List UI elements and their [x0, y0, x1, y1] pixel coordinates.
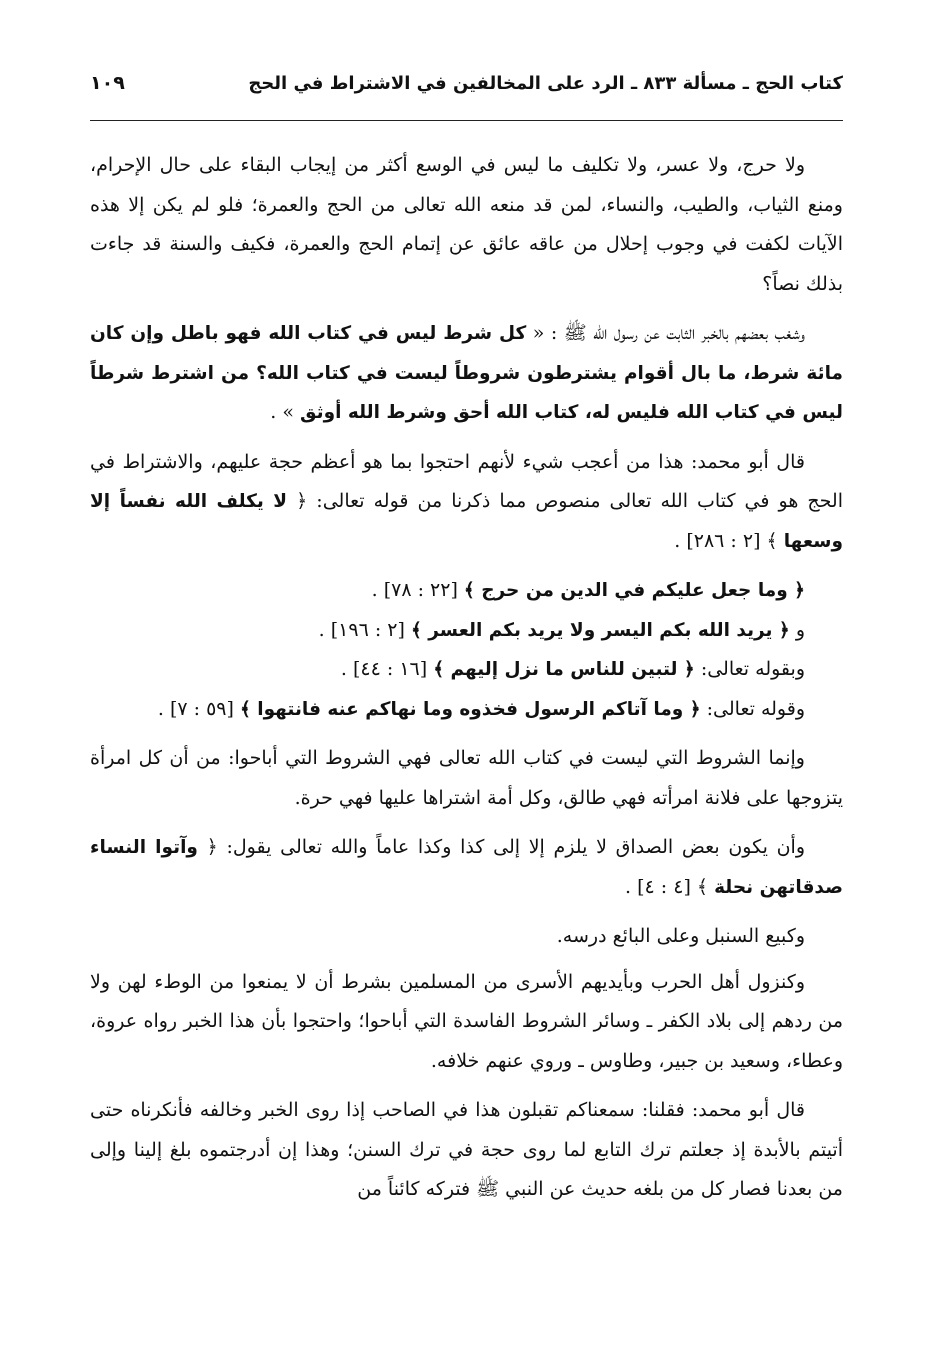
- verse-line-2: [90, 611, 843, 651]
- verse-text: ﴿ لتبين للناس ما نزل إليهم ﴾: [433, 659, 695, 680]
- verse-ref: [٥٩ : ٧] .: [157, 697, 240, 720]
- hadith-quote: كل شرط ليس في كتاب الله فهو باطل وإن كان مائة شرط، ما بال أقوام يشترطون شروطاً ليست في كتاب الله؟ من اشترط شرطاً ليس في كتاب الله فليس له، كتاب الله أحق وشرط الله أوثق: [90, 323, 843, 423]
- verse-ref: [٢ : ١٩٦] .: [318, 618, 411, 641]
- verse-quote: وآتوا النساء صدقاتهن نحلة: [90, 837, 843, 898]
- verse-prefix: وقوله تعالى:: [700, 697, 805, 720]
- verse-text: ﴿ يريد الله بكم اليسر ولا يريد بكم العسر ﴾: [410, 619, 790, 641]
- paragraph-5: [90, 828, 843, 907]
- header-title: كتاب الحج ـ مسألة ٨٣٣ ـ الرد على المخالفين في الاشتراط في الحج: [248, 73, 843, 94]
- paragraph-8: قال أبو محمد: فقلنا: سمعناكم تقبلون هذا في الصاحب إذا روى الخبر وخالفه فأنكرناه حتى أتيتم بالأبدة إذ جعلتم ترك التابع لما روى حجة في ترك السنن؛ وهذا إن أدرجتموه بلغ إلينا وإلى من بعدنا فصار كل من بلغه حديث عن النبي ﷺ فتركه كائناً من: [90, 1099, 843, 1200]
- verse-ref: [١٦ : ٤٤] .: [340, 658, 434, 680]
- verse-line-1: [90, 571, 843, 611]
- paragraph-3-end: ﴾ [٢ : ٢٨٦] .: [674, 529, 784, 552]
- verse-text: ﴿ وما جعل عليكم في الدين من حرج ﴾: [463, 580, 805, 601]
- paragraph-7: وكنزول أهل الحرب وبأيديهم الأسرى من المسلمين بشرط أن لا يمنعوا من الوطء لهن ولا من ردهم إلى بلاد الكفر ـ وسائر الشروط الفاسدة التي أباحوا؛ واحتجوا بأن هذا الخبر رواه عروة، وعطاء، وسعيد بن جبير، وطاوس ـ وروي عنهم خلافه.: [90, 970, 843, 1072]
- paragraph-3: [90, 443, 843, 562]
- paragraph-4: وإنما الشروط التي ليست في كتاب الله تعالى فهي الشروط التي أباحوا: من أن كل امرأة يتزوجها على فلانة امرأته فهي طالق، وكل أمة اشتراها عليها فهي حرة.: [90, 747, 843, 809]
- paragraph-2: [90, 314, 843, 433]
- paragraph-6: وكبيع السنبل وعلى البائع درسه.: [556, 925, 805, 947]
- header-rule: [90, 120, 843, 121]
- verse-ref: [٢٢ : ٧٨] .: [371, 579, 464, 601]
- verse-line-3: [90, 650, 843, 690]
- paragraph-5-end: ﴾ [٤ : ٤] .: [625, 875, 715, 898]
- verse-text: ﴿ وما آتاكم الرسول فخذوه وما نهاكم عنه فانتهوا ﴾: [239, 698, 701, 720]
- page-body: [90, 146, 843, 1210]
- verse-prefix: و: [789, 618, 805, 641]
- paragraph-3-intro: قال أبو محمد: هذا من أعجب شيء لأنهم احتجوا بما هو أعظم حجة عليهم، والاشتراط في الحج هو في كتاب الله تعالى منصوص مما ذكرنا من قوله تعالى: ﴿: [90, 450, 843, 512]
- page-number: ١٠٩: [90, 72, 125, 94]
- paragraph-2-end: » .: [270, 401, 300, 423]
- verse-line-4: [90, 690, 843, 730]
- paragraph-5-intro: وأن يكون بعض الصداق لا يلزم إلا إلى كذا وكذا عاماً والله تعالى يقول: ﴿: [197, 836, 805, 858]
- verse-prefix: وبقوله تعالى:: [694, 658, 805, 680]
- verse-quote: لا يكلف الله نفساً إلا وسعها: [90, 491, 843, 552]
- paragraph-2-intro: وشغب بعضهم بالخبر الثابت عن رسول الله ﷺ : «: [526, 322, 806, 344]
- paragraph-1: ولا حرج، ولا عسر، ولا تكليف ما ليس في الوسع أكثر من إيجاب البقاء على حال الإحرام، ومنع الثياب، والطيب، والنساء، لمن قد منعه الله تعالى من الحج والعمرة؛ فلو لم يكن إلا هذه الآيات لكفت في وجوب إحلال من عاقه عائق عن إتمام الحج والعمرة، فكيف والسنة قد جاءت بذلك نصاً؟: [90, 154, 843, 295]
- running-header: [90, 72, 843, 94]
